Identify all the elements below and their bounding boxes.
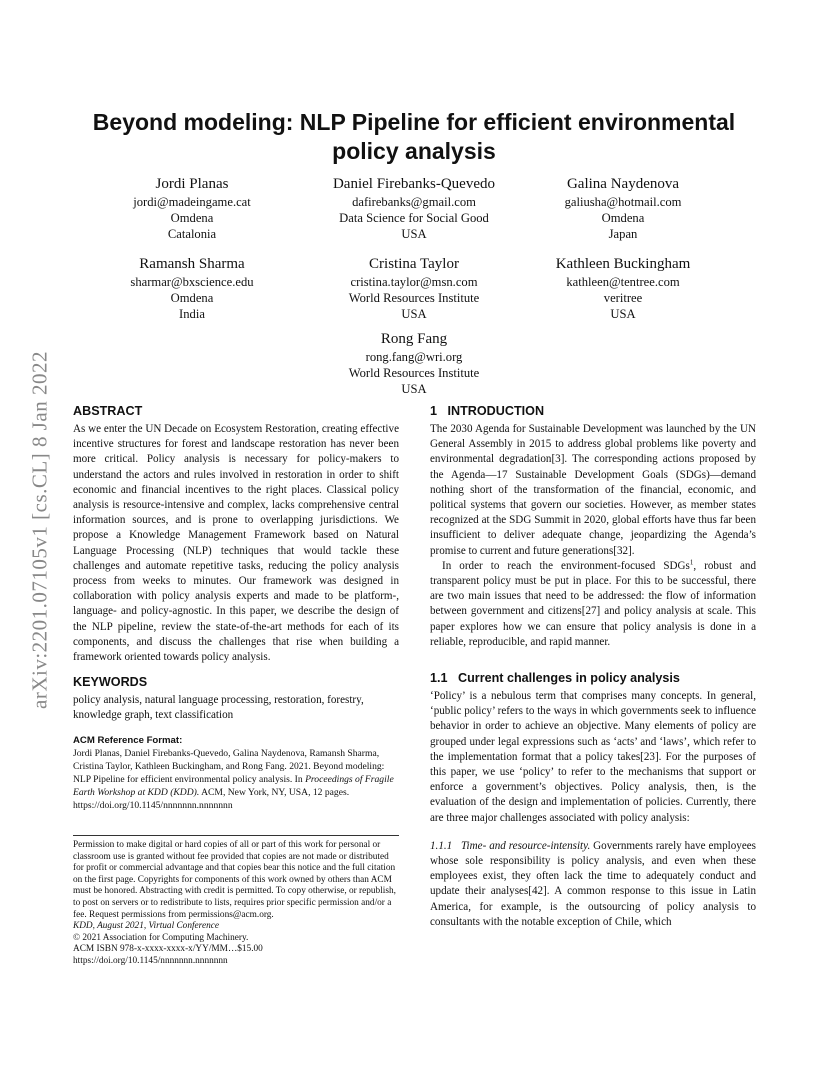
author-block [503, 254, 743, 322]
acm-reference [73, 734, 399, 812]
arxiv-sidebar [28, 300, 52, 760]
author-name: Galina Naydenova [566, 176, 680, 192]
subsection-heading: 1.1 Current challenges in policy analysis [430, 671, 680, 686]
author-affiliation: World Resources Institute [348, 291, 480, 305]
author-location: India [179, 307, 205, 321]
author-name: Jordi Planas [155, 176, 229, 192]
author-name: Rong Fang [380, 331, 448, 347]
intro-paragraph-2-rest: , robust and transparent policy must be put in place. For this to be successful, there are two main issues that need to be addressed: the flow of information between government and citizens[27] and policy analysis at scale. This paper explores how we can ensure that policy analysis is done in a reliable, reproducible, and rapid manner. [430, 559, 756, 648]
author-email: jordi@madeingame.cat [133, 195, 251, 209]
acm-reference-venue: Proceedings of Fragile Earth Workshop at KDD (KDD). [73, 773, 394, 798]
conference-line: KDD, August 2021, Virtual Conference [73, 921, 219, 932]
author-block [294, 174, 534, 242]
challenges-paragraph: ‘Policy’ is a nebulous term that comprises many concepts. In general, ‘public policy’ refers to the ways in which governments seek to influence behavior in order to achieve an objective. Many elements of policy are grouped under legal expressions such as ‘acts’ and ‘laws’, which refer to the implementation format that a policy takes[23]. For the purposes of this paper, we use ‘policy’ to refer to the mechanisms that support or enforce a government’s objectives. Policy analysis, then, is the evaluation of the design and implementation of policies. Currently, there are three major challenges associated with policy analysis: [430, 690, 756, 824]
arxiv-identifier: arXiv:2201.07105v1 [cs.CL] 8 Jan 2022 [27, 351, 52, 709]
author-email: cristina.taylor@msn.com [350, 275, 478, 289]
author-affiliation: Data Science for Social Good [339, 211, 489, 225]
subsubsection-label: 1.1.1 Time- and resource-intensity. [430, 839, 591, 852]
title-line-2: policy analysis [332, 138, 496, 164]
author-block [294, 329, 534, 397]
subsubsection-paragraph [430, 839, 756, 930]
copyright-line: © 2021 Association for Computing Machinery. [73, 932, 249, 943]
title-line-1: Beyond modeling: NLP Pipeline for efficient environmental [92, 109, 736, 135]
author-name: Ramansh Sharma [139, 256, 245, 272]
paper-title [80, 108, 748, 166]
abstract-text: As we enter the UN Decade on Ecosystem Restoration, creating effective incentive structures for forest and landscape restoration has never been more critical. Policy analysis is necessary for policy-makers to understand the actors and rules involved in restoration in order to shift economic and financial incentives to the right places. Classical policy analysis is resource-intensive and complex, lacks comprehensive central information sources, and is prone to overlapping jurisdictions. We propose a Knowledge Management Framework based on Natural Language Processing (NLP) techniques that would tackle these challenges and automate repetitive tasks, reducing the policy analysis process from weeks to minutes. Our framework was designed in collaboration with policy analysis experts and made to be platform-, language- and policy-agnostic. In this paper, we describe the design of the NLP pipeline, review the state-of-the-art methods for each of its components, and discuss the challenges that rise when building a framework oriented towards policy analysis. [73, 423, 399, 664]
author-location: USA [401, 382, 427, 396]
author-location: USA [401, 307, 427, 321]
footnote-marker: 1 [689, 558, 694, 567]
author-block [503, 174, 743, 242]
author-block [72, 174, 312, 242]
right-column [430, 403, 756, 930]
intro-paragraph-1: The 2030 Agenda for Sustainable Development was launched by the UN General Assembly in 2015 to address global problems like poverty and environmental degradation[3]. The corresponding actions proposed by the Agenda—17 Sustainable Development Goals (SDGs)—demand nothing short of the transformation of the financial, economic, and political systems that govern our societies. However, as member states recognized at the SDG Summit in 2020, global efforts have thus far been insufficient to deliver adequate change, jeopardizing the Agenda’s promise to current and future generations[32]. [430, 423, 756, 557]
author-affiliation: World Resources Institute [348, 366, 480, 380]
acm-reference-tail: ACM, New York, NY, USA, 12 pages. https://doi.org/10.1145/nnnnnnn.nnnnnnn [73, 786, 350, 811]
author-affiliation: Omdena [170, 211, 214, 225]
author-email: sharmar@bxscience.edu [130, 275, 254, 289]
permission-text: Permission to make digital or hard copies of all or part of this work for personal or classroom use is granted without fee provided that copies are not made or distributed for profit or commercial advantage and that copies bear this notice and the full citation on the first page. Copyrights for components of this work owned by others than ACM must be honored. Abstracting with credit is permitted. To copy otherwise, or republish, to post on servers or to redistribute to lists, requires prior specific permission and/or a fee. Request permissions from permissions@acm.org. [73, 840, 396, 920]
left-column [73, 403, 399, 812]
author-block [294, 254, 534, 322]
author-email: rong.fang@wri.org [365, 350, 463, 364]
author-email: kathleen@tentree.com [566, 275, 680, 289]
acm-reference-heading: ACM Reference Format: [73, 734, 183, 746]
intro-paragraph-2 [430, 559, 756, 650]
author-email: galiusha@hotmail.com [564, 195, 682, 209]
author-location: USA [610, 307, 636, 321]
keywords-text: policy analysis, natural language processing, restoration, forestry, knowledge graph, text classification [73, 694, 364, 722]
subsubsection-text: Governments rarely have employees whose sole responsibility is policy analysis, and even when these employees exist, they often lack the time to adequately conduct and update their analyses[42]. A common response to this issue in Latin America, for example, is the outsourcing of policy analysis to consultants with the notable exception of Chile, which [430, 839, 756, 928]
intro-heading: 1 INTRODUCTION [430, 404, 545, 418]
author-name: Cristina Taylor [369, 256, 459, 272]
keywords-heading: KEYWORDS [73, 675, 148, 690]
author-affiliation: Omdena [170, 291, 214, 305]
doi-line: https://doi.org/10.1145/nnnnnnn.nnnnnnn [73, 955, 228, 966]
footnote-divider [73, 835, 399, 836]
author-location: Catalonia [167, 227, 217, 241]
isbn-line: ACM ISBN 978-x-xxxx-xxxx-x/YY/MM…$15.00 [73, 944, 263, 955]
author-location: Japan [608, 227, 638, 241]
author-email: dafirebanks@gmail.com [352, 195, 476, 209]
author-block [72, 254, 312, 322]
author-affiliation: Omdena [601, 211, 645, 225]
author-affiliation: veritree [603, 291, 643, 305]
abstract-heading: ABSTRACT [73, 404, 143, 418]
intro-paragraph-2-text: In order to reach the environment-focused SDGs [442, 559, 690, 572]
author-location: USA [401, 227, 427, 241]
author-name: Kathleen Buckingham [555, 256, 691, 272]
permission-block [73, 840, 399, 968]
acm-reference-text: Jordi Planas, Daniel Firebanks-Quevedo, Galina Naydenova, Ramansh Sharma, Cristina Taylor, Kathleen Buckingham, and Rong Fang. 2021. Beyond modeling: NLP Pipeline for efficient environmental policy analysis. In [73, 747, 385, 785]
author-name: Daniel Firebanks-Quevedo [332, 176, 496, 192]
